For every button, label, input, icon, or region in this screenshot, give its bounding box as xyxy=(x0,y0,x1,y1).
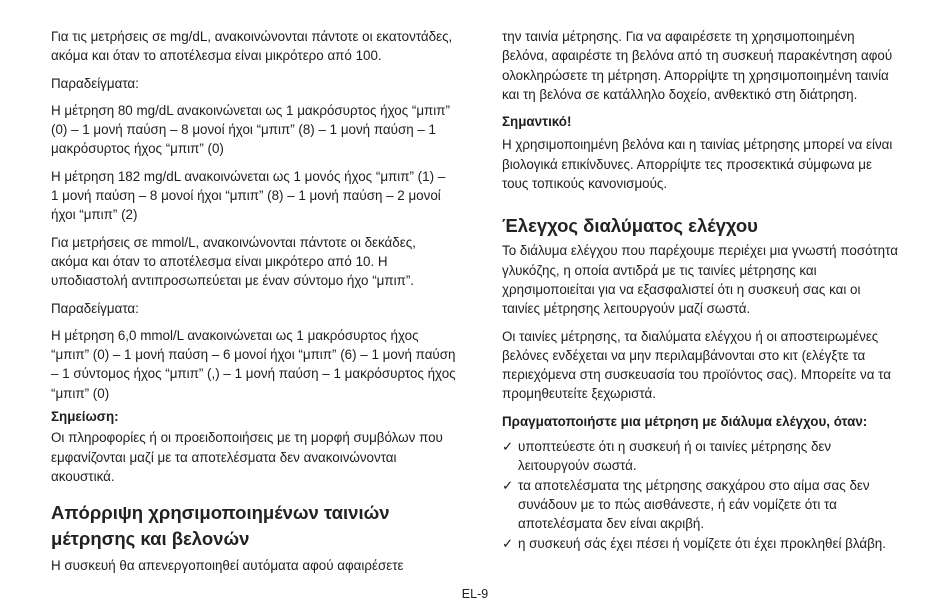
checkmark-icon: ✓ xyxy=(502,439,514,455)
mgdl-paragraph: Για τις μετρήσεις σε mg/dL, ανακοινώνονται πάντοτε οι εκατοντάδες, ακόμα και όταν το αποτέλεσμα είναι μικρότερο από 100. xyxy=(51,29,453,64)
disposal-heading: Απόρριψη χρησιμοποιημένων ταινιών μέτρησης και βελονών xyxy=(51,502,390,550)
control-intro-paragraph: Το διάλυμα ελέγχου που παρέχουμε περιέχει μια γνωστή ποσότητα γλυκόζης, η οποία αντιδρά με τις ταινίες μέτρησης και χρησιμοποιείται για να εξασφαλιστεί ότι η συσκευή σας και οι ταινίες μέτρησης λειτουργούν μαζί σωστά. xyxy=(502,243,898,317)
important-label: Σημαντικό! xyxy=(502,114,572,130)
checkmark-icon: ✓ xyxy=(502,535,514,551)
examples-label-2: Παραδείγματα: xyxy=(51,300,139,316)
note-text: Οι πληροφορίες ή οι προειδοποιήσεις με τη μορφή συμβόλων που εμφανίζονται μαζί με τα αποτελέσματα δεν ανακοινώνονται ακουστικά. xyxy=(51,430,443,484)
right-column xyxy=(502,27,902,553)
disposal-text-continued: την ταινία μέτρησης. Για να αφαιρέσετε τη χρησιμοποιημένη βελόνα, αφαιρέστε τη βελόνα από τη συσκευή παρακέντηση αφού ολοκληρώσετε τη μέτρηση. Απορρίψτε τη χρησιμοποιημένη ταινία και τη βελόνα σε κατάλληλο δοχείο, ανθεκτικό στη διάτρηση. xyxy=(502,29,893,102)
list-item: ✓ η συσκευή σάς έχει πέσει ή νομίζετε ότι έχει προκληθεί βλάβη. xyxy=(502,534,902,553)
mmol-paragraph: Για μετρήσεις σε mmol/L, ανακοινώνονται πάντοτε οι δεκάδες, ακόμα και όταν το αποτέλεσμα είναι μικρότερο από 10. Η υποδιαστολή αντιπροσωπεύεται με έναν σύντομο ήχο “μπιπ”. xyxy=(51,234,416,289)
example-6-mmol: Η μέτρηση 6,0 mmol/L ανακοινώνεται ως 1 μακρόσυρτος ήχος “μπιπ” (0) – 1 μονή παύση – 6 μονοί ήχοι “μπιπ” (6) – 1 μονή παύση – 1 σύντομος ήχος “μπιπ” (,) – 1 μονή παύση – 1 μακρόσυρτος ήχος “μπιπ” (0) xyxy=(51,327,456,401)
list-item: ✓ τα αποτελέσματα της μέτρησης σακχάρου στο αίμα σας δεν συνάδουν με το πώς αισθάνεστε, ή εάν νομίζετε ότι τα αποτελέσματα δεν είναι ακριβή. xyxy=(502,477,870,532)
when-to-test-label: Πραγματοποιήστε μια μέτρηση με διάλυμα ελέγχου, όταν: xyxy=(502,413,868,429)
left-column xyxy=(51,27,456,576)
important-text: Η χρησιμοποιημένη βελόνα και η ταινίας μέτρησης μπορεί να είναι βιολογικά επικίνδυνες. Απορρίψτε τες προσεκτικά σύμφωνα με τους τοπικούς κανονισμούς. xyxy=(502,137,893,192)
examples-label-1: Παραδείγματα: xyxy=(51,75,139,91)
example-182-mgdl: Η μέτρηση 182 mg/dL ανακοινώνεται ως 1 μονός ήχος “μπιπ” (1) – 1 μονή παύση – 8 μονοί ήχοι “μπιπ” (8) – 1 μονή παύση – 2 μονοί ήχοι “μπιπ” (2) xyxy=(51,168,446,223)
list-item: ✓ υποπτεύεστε ότι η συσκευή ή οι ταινίες μέτρησης δεν λειτουργούν σωστά. xyxy=(502,439,832,474)
disposal-text-start: Η συσκευή θα απενεργοποιηθεί αυτόματα αφού αφαιρέσετε xyxy=(51,558,404,574)
control-availability-paragraph: Οι ταινίες μέτρησης, τα διαλύματα ελέγχου ή οι αποστειρωμένες βελόνες ενδέχεται να μην περιλαμβάνονται στο κιτ (ελέγξτε τα περιεχόμενα στη συσκευασία του προϊόντος σας). Μπορείτε να τα προμηθευτείτε ξεχωριστά. xyxy=(502,328,892,402)
note-label: Σημείωση: xyxy=(51,409,119,425)
page-number: EL-9 xyxy=(461,587,489,601)
checkmark-icon: ✓ xyxy=(502,477,514,493)
example-80-mgdl: Η μέτρηση 80 mg/dL ανακοινώνεται ως 1 μακρόσυρτος ήχος “μπιπ” (0) – 1 μονή παύση – 8 μονοί ήχοι “μπιπ” (8) – 1 μονή παύση – 1 μακρόσυρτος ήχος “μπιπ” (0) xyxy=(51,102,450,157)
when-to-test-list xyxy=(502,437,902,553)
control-solution-heading: Έλεγχος διαλύματος ελέγχου xyxy=(502,215,758,237)
